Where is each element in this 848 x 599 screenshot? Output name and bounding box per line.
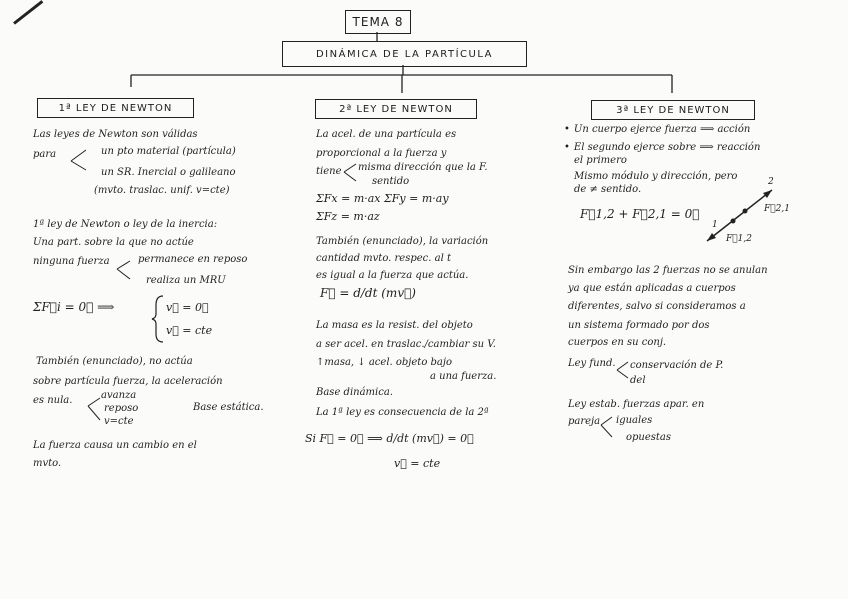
law1-formula: ΣF⃗i = 0⃗ ⟹ — [33, 300, 115, 314]
law3-line: iguales — [616, 415, 653, 426]
law2-line: sentido — [372, 176, 410, 187]
law2-line: La 1ª ley es consecuencia de la 2ª — [316, 407, 489, 418]
law2-line: tiene — [316, 166, 342, 177]
law1-line: es nula. — [33, 395, 73, 406]
law3-heading: 3ª LEY DE NEWTON — [591, 100, 755, 120]
law1-line: Las leyes de Newton son válidas — [33, 129, 198, 140]
diagram-label-1: 1 — [712, 220, 718, 230]
law1-line: para — [33, 149, 57, 160]
law3-line: cuerpos en su conj. — [568, 337, 667, 348]
law3-formula: F⃗1,2 + F⃗2,1 = 0⃗ — [580, 207, 700, 221]
law2-line: es igual a la fuerza que actúa. — [316, 270, 469, 281]
law2-line: a una fuerza. — [430, 371, 497, 382]
law2-line: También (enunciado), la variación — [316, 236, 489, 247]
law3-line: Ley fund. — [568, 358, 616, 369]
law3-line: diferentes, salvo si consideramos a — [568, 301, 746, 312]
law2-line: misma dirección que la F. — [358, 162, 488, 173]
law1-line: La fuerza causa un cambio en el — [33, 440, 197, 451]
law1-line: realiza un MRU — [146, 275, 226, 286]
law1-line: mvto. — [33, 458, 62, 469]
law1-line: un SR. Inercial o galileano — [101, 167, 236, 178]
law2-formula: ΣFz = m·az — [316, 210, 380, 223]
law2-formula: v⃗ = cte — [394, 457, 441, 470]
law1-line: sobre partícula fuerza, la aceleración — [33, 376, 223, 387]
law3-line: Sin embargo las 2 fuerzas no se anulan — [568, 265, 768, 276]
law2-line: cantidad mvto. respec. al t — [316, 253, 451, 264]
law1-heading: 1ª LEY DE NEWTON — [37, 98, 194, 118]
law2-line: a ser acel. en traslac./cambiar su V. — [316, 339, 496, 350]
law1-line: (mvto. traslac. unif. v=cte) — [94, 185, 230, 196]
law3-line: de ≠ sentido. — [574, 184, 642, 195]
law2-heading: 2ª LEY DE NEWTON — [315, 99, 477, 119]
law2-line: Base dinámica. — [316, 387, 393, 398]
law3-line: conservación de P. — [630, 360, 724, 371]
law2-formula: Si F⃗ = 0⃗ ⟹ d/dt (mv⃗) = 0⃗ — [305, 432, 474, 445]
law1-line: Base estática. — [193, 402, 264, 413]
law1-line: v=cte — [104, 416, 134, 427]
law1-line: avanza — [101, 390, 137, 401]
diagram-label-2: 2 — [768, 177, 774, 187]
law1-line: un pto material (partícula) — [101, 146, 236, 157]
law2-line: ↑masa, ↓ acel. objeto bajo — [316, 357, 453, 368]
law2-line: La acel. de una partícula es — [316, 129, 457, 140]
law3-line: el primero — [574, 155, 627, 166]
law1-line: reposo — [104, 403, 139, 414]
law2-formula: F⃗ = d/dt (mv⃗) — [320, 286, 416, 300]
law2-formula: ΣFx = m·ax ΣFy = m·ay — [316, 192, 449, 205]
law2-line: proporcional a la fuerza y — [316, 148, 447, 159]
law1-formula: v⃗ = cte — [166, 324, 213, 337]
law1-formula: v⃗ = 0⃗ — [166, 301, 209, 314]
diagram-force-upper: F⃗2,1 — [764, 204, 790, 214]
law1-line: Una part. sobre la que no actúe — [33, 237, 194, 248]
law3-line: un sistema formado por dos — [568, 320, 710, 331]
page-title: TEMA 8 — [345, 10, 411, 34]
law1-line: permanece en reposo — [138, 254, 248, 265]
law3-line: Mismo módulo y dirección, pero — [574, 171, 738, 182]
law3-line: • Un cuerpo ejerce fuerza ⟹ acción — [564, 124, 750, 136]
page-subtitle: DINÁMICA DE LA PARTÍCULA — [282, 41, 527, 67]
law1-line: También (enunciado), no actúa — [36, 356, 193, 367]
law1-line: 1ª ley de Newton o ley de la inercia: — [33, 219, 218, 230]
law3-line: • El segundo ejerce sobre ⟹ reacción — [564, 142, 760, 154]
law3-line: opuestas — [626, 432, 672, 443]
law2-line: La masa es la resist. del objeto — [316, 320, 473, 331]
law3-line: del — [630, 375, 646, 386]
law3-line: pareja — [568, 416, 601, 427]
law3-line: ya que están aplicadas a cuerpos — [568, 283, 736, 294]
law3-line: Ley estab. fuerzas apar. en — [568, 399, 705, 410]
law1-line: ninguna fuerza — [33, 256, 110, 267]
diagram-force-lower: F⃗1,2 — [726, 234, 752, 244]
